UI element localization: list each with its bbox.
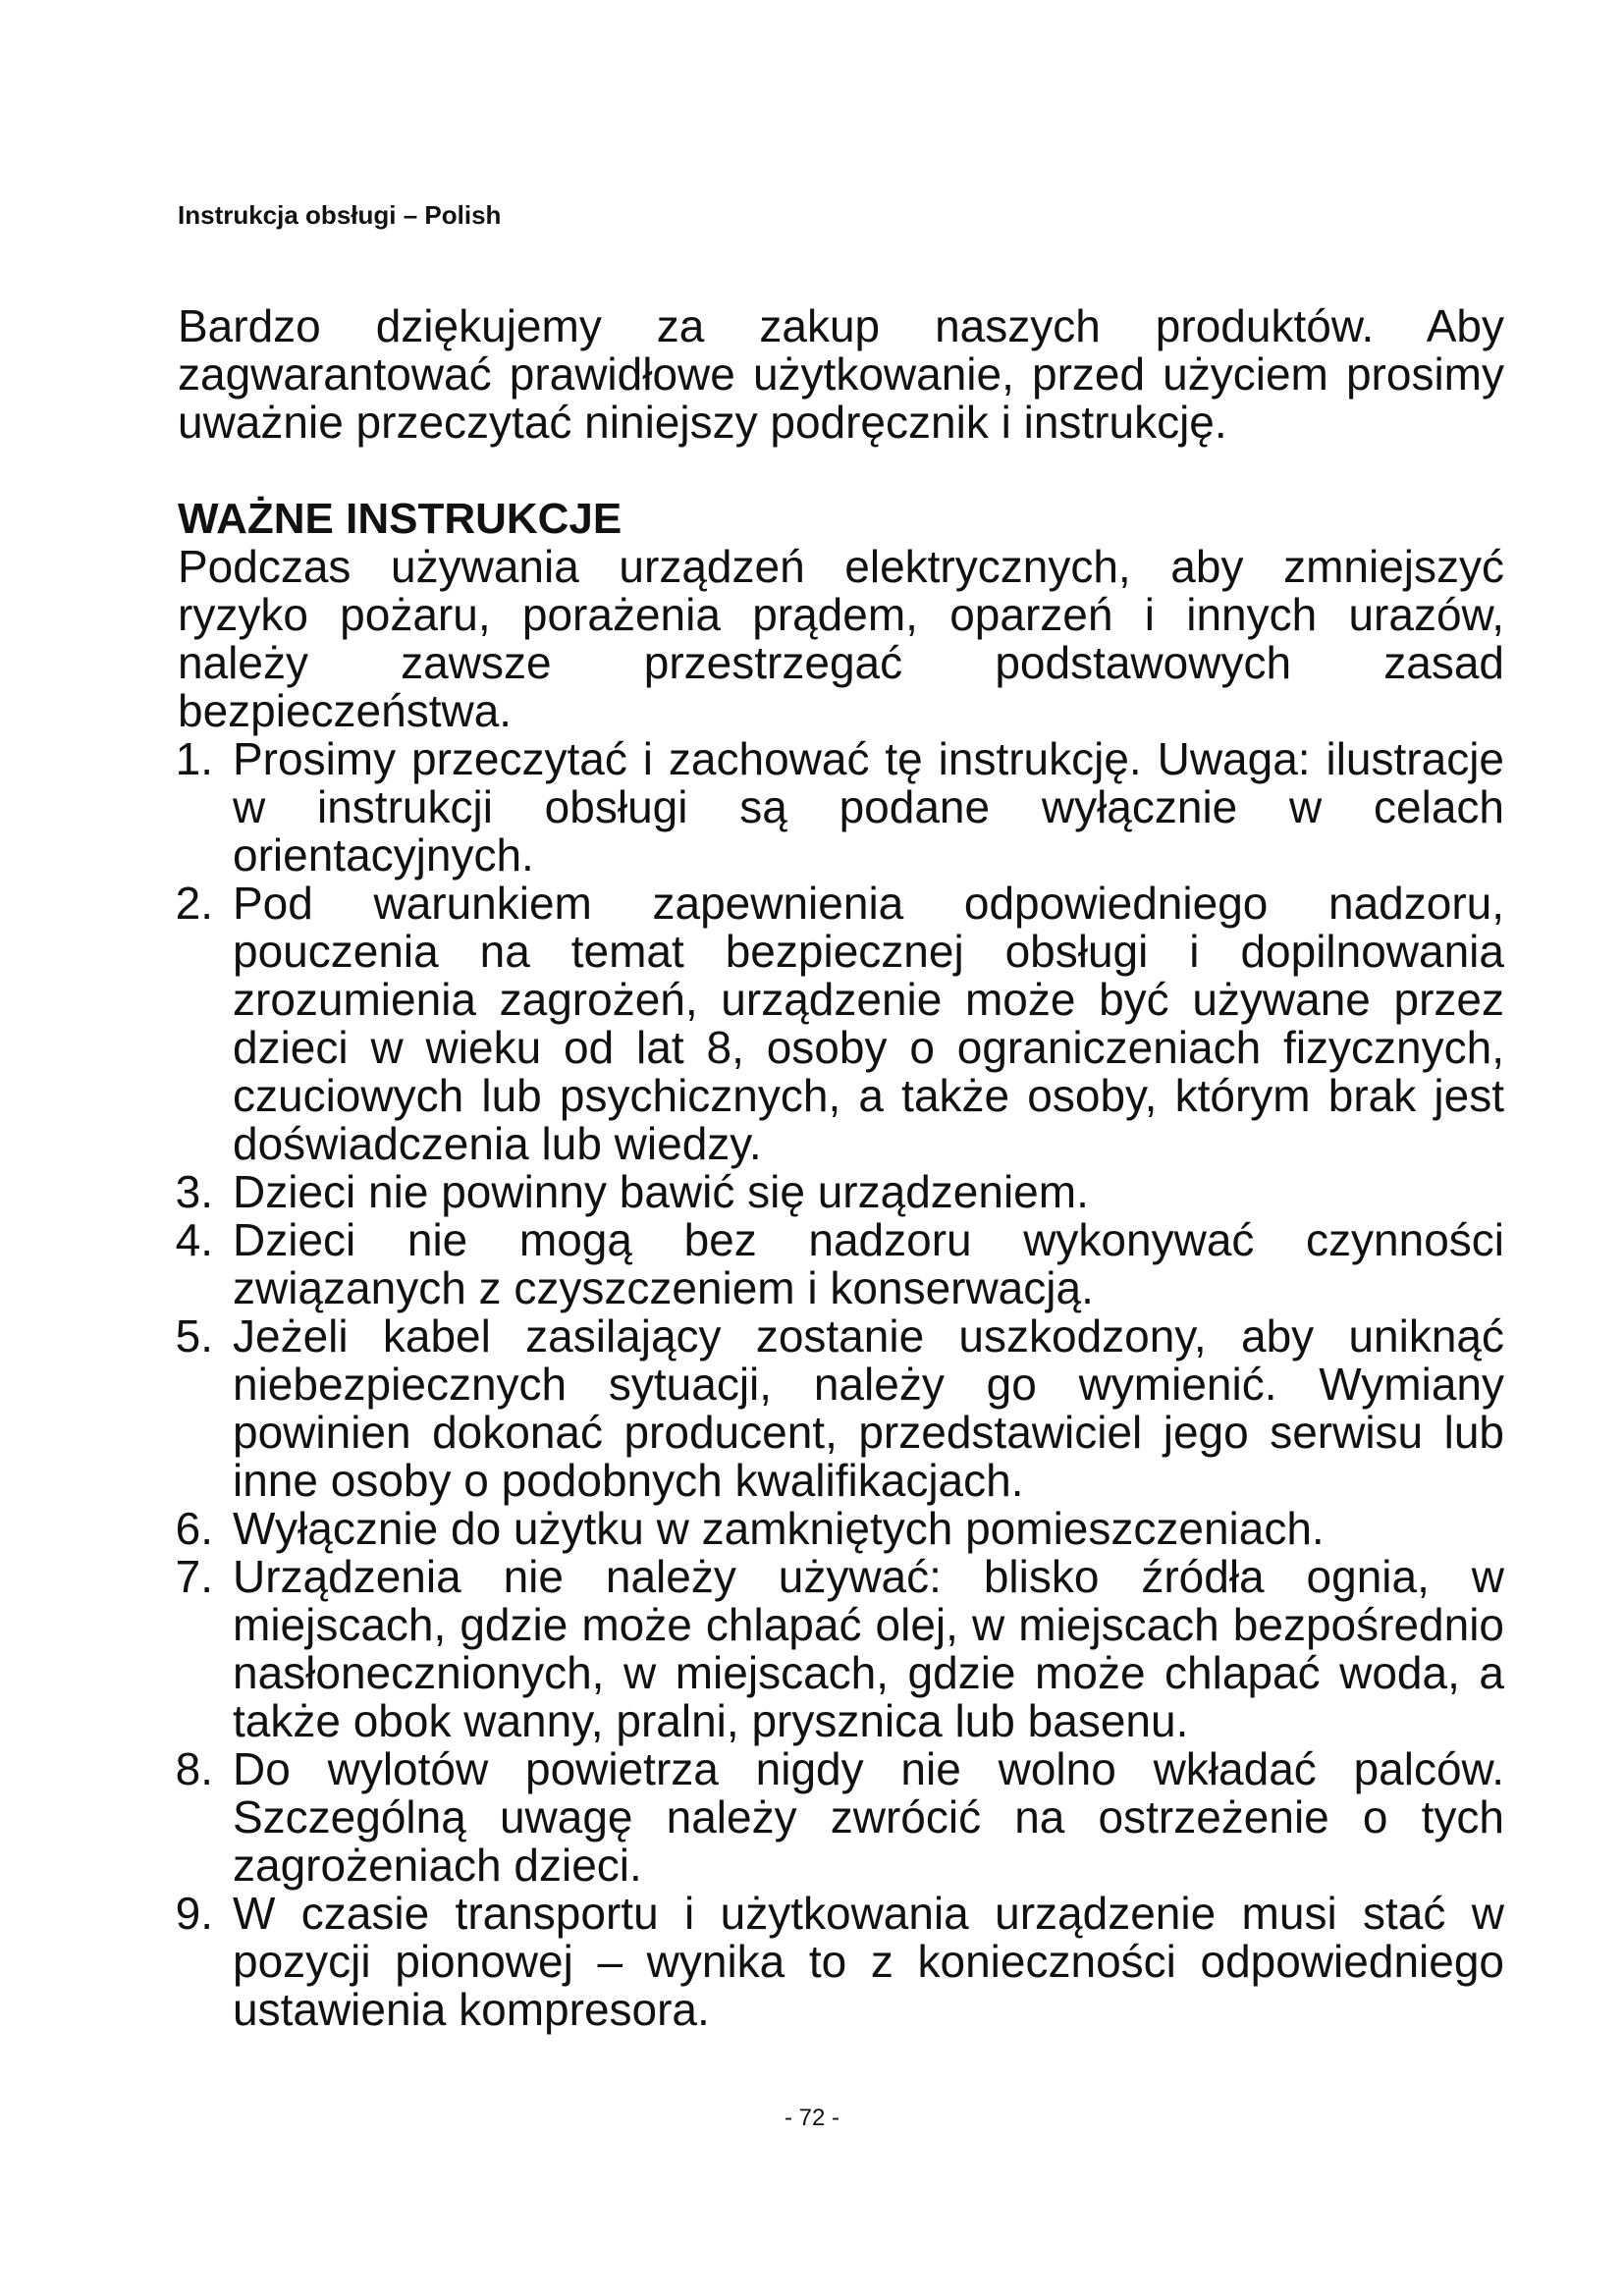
list-item	[175, 1310, 1504, 1506]
list-item-number: 2.	[175, 878, 213, 929]
list-item-number: 8.	[175, 1743, 213, 1794]
page-number: - 72 -	[784, 2105, 839, 2131]
list-item-text: Pod warunkiem zapewnienia odpowiedniego nadzoru, pouczenia na temat bezpiecznej obsługi i dopilnowania zrozumienia zagrożeń, urządzenie może być używane przez dzieci w wieku od lat 8, osoby o ograniczeniach fizycznych, czuciowych lub psychicznych, a także osoby, którym brak jest doświadczenia lub wiedzy.	[233, 878, 1504, 1169]
list-item	[175, 1743, 1504, 1891]
list-item-text: Urządzenia nie należy używać: blisko źródła ognia, w miejscach, gdzie może chlapać olej, w miejscach bezpośrednio nasłonecznionych, w miejscach, gdzie może chlapać woda, a także obok wanny, pralni, prysznica lub basenu.	[233, 1551, 1504, 1746]
list-item	[175, 733, 1504, 881]
list-item-text: Dzieci nie mogą bez nadzoru wykonywać czynności związanych z czyszczeniem i konserwacją.	[233, 1214, 1504, 1313]
page-content	[175, 300, 1504, 2035]
list-item-text: Dzieci nie powinny bawić się urządzeniem.	[233, 1166, 1089, 1217]
list-item	[175, 1551, 1504, 1746]
list-item-text: Prosimy przeczytać i zachować tę instrukcję. Uwaga: ilustracje w instrukcji obsługi są podane wyłącznie w celach orientacyjnych.	[233, 733, 1504, 881]
list-item	[175, 1888, 1504, 2035]
section-lead: Podczas używania urządzeń elektrycznych, aby zmniejszyć ryzyko pożaru, porażenia prądem, oparzeń i innych urazów, należy zawsze przestrzegać podstawowych zasad bezpieczeństwa.	[178, 541, 1504, 736]
list-item-text: Do wylotów powietrza nigdy nie wolno wkładać palców. Szczególną uwagę należy zwrócić na ostrzeżenie o tych zagrożeniach dzieci.	[233, 1743, 1504, 1891]
instructions-list	[175, 733, 1504, 2035]
list-item-number: 1.	[175, 733, 213, 784]
list-item-number: 5.	[175, 1310, 213, 1362]
list-item-number: 9.	[175, 1888, 213, 1939]
list-item	[175, 1214, 1504, 1313]
list-item-number: 3.	[175, 1166, 213, 1217]
page-header: Instrukcja obsługi – Polish	[178, 200, 502, 230]
list-item	[175, 878, 1504, 1169]
list-item	[175, 1166, 1504, 1217]
list-item	[175, 1503, 1504, 1554]
list-item-text: W czasie transportu i użytkowania urządzenie musi stać w pozycji pionowej – wynika to z konieczności odpowiedniego ustawienia kompresora.	[233, 1888, 1504, 2035]
list-item-number: 4.	[175, 1214, 213, 1265]
list-item-text: Wyłącznie do użytku w zamkniętych pomieszczeniach.	[233, 1503, 1325, 1554]
intro-paragraph: Bardzo dziękujemy za zakup naszych produktów. Aby zagwarantować prawidłowe użytkowanie, przed użyciem prosimy uważnie przeczytać niniejszy podręcznik i instrukcję.	[178, 300, 1504, 448]
list-item-text: Jeżeli kabel zasilający zostanie uszkodzony, aby uniknąć niebezpiecznych sytuacji, należy go wymienić. Wymiany powinien dokonać producent, przedstawiciel jego serwisu lub inne osoby o podobnych kwalifikacjach.	[233, 1310, 1504, 1506]
section-heading: WAŻNE INSTRUKCJE	[178, 495, 623, 543]
list-item-number: 7.	[175, 1551, 213, 1602]
list-item-number: 6.	[175, 1503, 213, 1554]
